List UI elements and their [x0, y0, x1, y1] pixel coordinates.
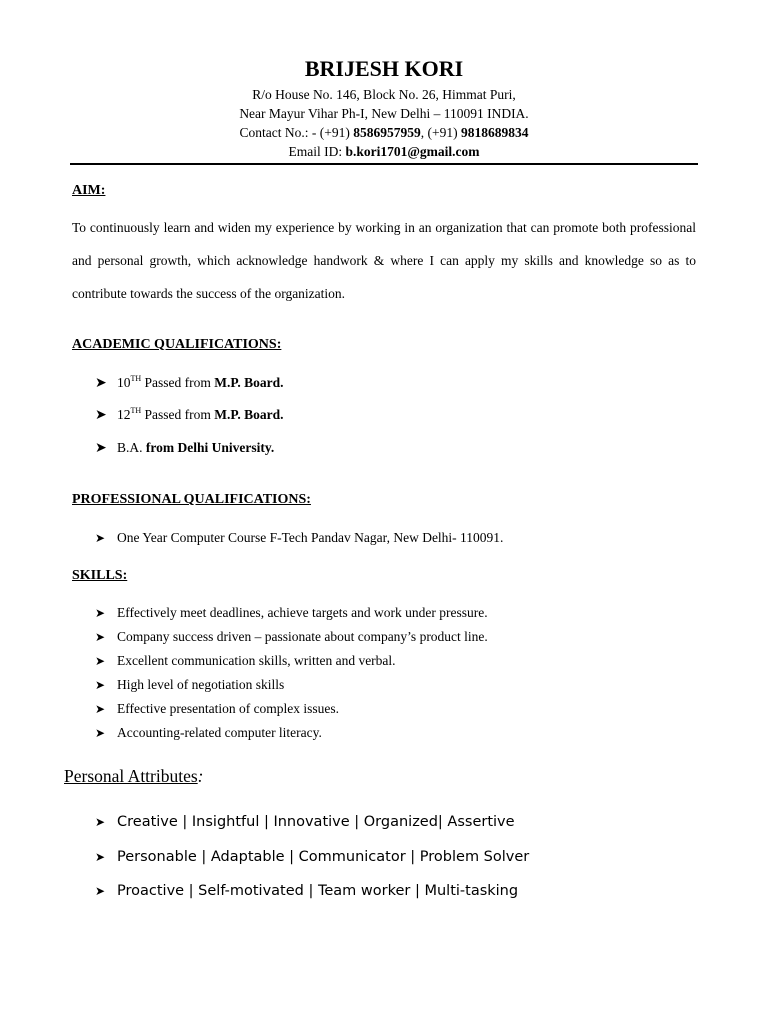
- skill-item: ➤ Effective presentation of complex issues.: [95, 701, 340, 716]
- professional-item: ➤ One Year Computer Course F-Tech Pandav Nagar, New Delhi- 110091.: [95, 530, 504, 545]
- address-line-1: R/o House No. 146, Block No. 26, Himmat Puri,: [252, 87, 516, 102]
- arrowhead-bullet-icon: ➤: [95, 440, 107, 456]
- professional-heading: PROFESSIONAL QUALIFICATIONS:: [72, 492, 311, 507]
- phone-2: 9818689834: [460, 125, 529, 140]
- email-address: b.kori1701@gmail.com: [345, 144, 480, 159]
- arrowhead-bullet-icon: ➤: [95, 654, 106, 668]
- candidate-name: BRIJESH KORI: [304, 56, 464, 81]
- academic-heading: ACADEMIC QUALIFICATIONS:: [72, 337, 282, 352]
- arrowhead-bullet-icon: ➤: [95, 815, 106, 829]
- attribute-item: ➤ Personable | Adaptable | Communicator | Problem Solver: [95, 849, 530, 865]
- aim-heading: AIM:: [72, 183, 106, 198]
- arrowhead-bullet-icon: ➤: [95, 407, 107, 423]
- academic-item: ➤ B.A. from Delhi University.: [95, 440, 275, 456]
- attribute-item: ➤ Proactive | Self-motivated | Team worker | Multi-tasking: [95, 883, 519, 899]
- arrowhead-bullet-icon: ➤: [95, 606, 106, 620]
- arrowhead-bullet-icon: ➤: [95, 702, 106, 716]
- arrowhead-bullet-icon: ➤: [95, 850, 106, 864]
- skills-heading: SKILLS:: [72, 568, 128, 583]
- arrowhead-bullet-icon: ➤: [95, 884, 106, 898]
- contact-separator: , (+91): [420, 125, 461, 140]
- arrowhead-bullet-icon: ➤: [95, 531, 106, 545]
- skill-item: ➤ Excellent communication skills, written and verbal.: [95, 653, 396, 668]
- attribute-item: ➤ Creative | Insightful | Innovative | Organized| Assertive: [95, 814, 515, 830]
- phone-1: 8586957959: [353, 125, 421, 140]
- address-line-2: Near Mayur Vihar Ph-I, New Delhi – 110091 INDIA.: [239, 106, 529, 121]
- arrowhead-bullet-icon: ➤: [95, 375, 107, 391]
- email-prefix: Email ID:: [288, 144, 346, 159]
- arrowhead-bullet-icon: ➤: [95, 630, 106, 644]
- skill-item: ➤ Effectively meet deadlines, achieve targets and work under pressure.: [95, 605, 488, 620]
- aim-paragraph: To continuously learn and widen my experience by working in an organization that can promote both professional and personal growth, which acknowledge handwork & where I can apply my skills and knowledge so as to contribute towards the success of the organization.: [72, 220, 696, 301]
- arrowhead-bullet-icon: ➤: [95, 726, 106, 740]
- contact-prefix: Contact No.: - (+91): [239, 125, 354, 140]
- personal-attributes-heading: Personal Attributes:: [64, 766, 204, 786]
- email-line: [70, 142, 698, 161]
- skill-item: ➤ Company success driven – passionate about company’s product line.: [95, 629, 488, 644]
- academic-item: ➤ 10TH Passed from M.P. Board.: [95, 374, 284, 391]
- skill-item: ➤ Accounting-related computer literacy.: [95, 725, 322, 740]
- academic-item: ➤ 12TH Passed from M.P. Board.: [95, 406, 284, 423]
- header-divider: [70, 163, 698, 165]
- arrowhead-bullet-icon: ➤: [95, 678, 106, 692]
- contact-line: [70, 123, 698, 142]
- skill-item: ➤ High level of negotiation skills: [95, 677, 285, 692]
